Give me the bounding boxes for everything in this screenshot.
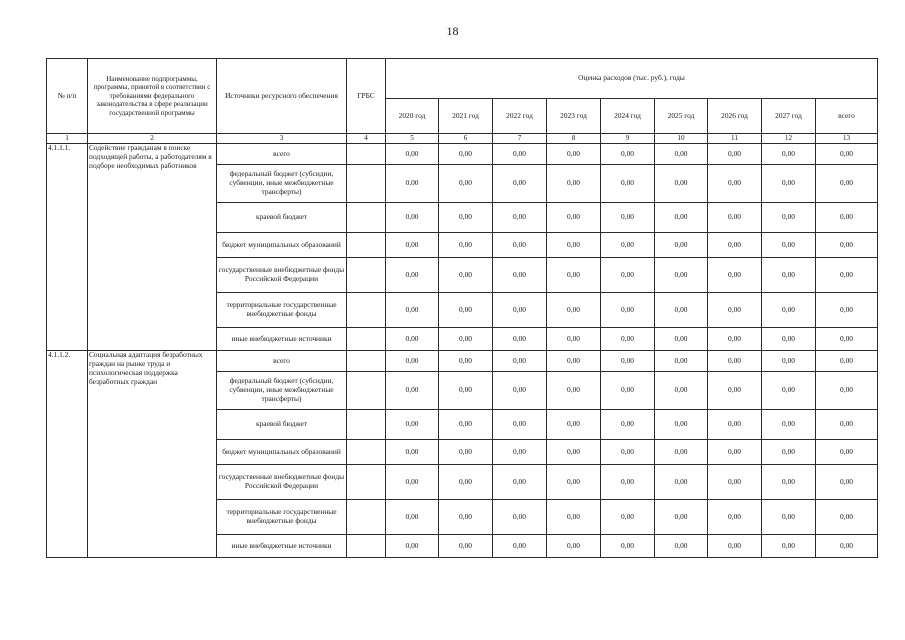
header-year: 2020 год	[386, 99, 439, 134]
year-value-cell: 0,00	[493, 500, 547, 535]
year-value-cell: 0,00	[655, 258, 708, 293]
year-value-cell: 0,00	[762, 440, 816, 465]
year-value-cell: 0,00	[386, 165, 439, 203]
column-index: 2	[88, 134, 217, 144]
year-value-cell: 0,00	[493, 328, 547, 351]
year-value-cell: 0,00	[762, 233, 816, 258]
total-value-cell: 0,00	[816, 465, 878, 500]
funding-source: иные внебюджетные источники	[217, 535, 347, 558]
column-index: 8	[547, 134, 601, 144]
funding-source: бюджет муниципальных образований	[217, 440, 347, 465]
column-index-row	[47, 134, 878, 144]
grbs-cell	[347, 258, 386, 293]
year-value-cell: 0,00	[386, 440, 439, 465]
year-value-cell: 0,00	[547, 500, 601, 535]
year-value-cell: 0,00	[601, 440, 655, 465]
year-value-cell: 0,00	[601, 328, 655, 351]
total-value-cell: 0,00	[816, 165, 878, 203]
year-value-cell: 0,00	[439, 410, 493, 440]
total-value-cell: 0,00	[816, 203, 878, 233]
year-value-cell: 0,00	[655, 500, 708, 535]
header-total: всего	[816, 99, 878, 134]
year-value-cell: 0,00	[493, 233, 547, 258]
year-value-cell: 0,00	[655, 203, 708, 233]
column-index: 10	[655, 134, 708, 144]
year-value-cell: 0,00	[708, 293, 762, 328]
year-value-cell: 0,00	[708, 465, 762, 500]
year-value-cell: 0,00	[708, 372, 762, 410]
total-value-cell: 0,00	[816, 440, 878, 465]
year-value-cell: 0,00	[655, 165, 708, 203]
year-value-cell: 0,00	[386, 258, 439, 293]
column-index: 11	[708, 134, 762, 144]
year-value-cell: 0,00	[386, 233, 439, 258]
grbs-cell	[347, 203, 386, 233]
column-index: 5	[386, 134, 439, 144]
year-value-cell: 0,00	[493, 535, 547, 558]
year-value-cell: 0,00	[493, 440, 547, 465]
year-value-cell: 0,00	[439, 372, 493, 410]
year-value-cell: 0,00	[762, 328, 816, 351]
year-value-cell: 0,00	[708, 165, 762, 203]
year-value-cell: 0,00	[386, 535, 439, 558]
funding-source: всего	[217, 144, 347, 165]
year-value-cell: 0,00	[493, 258, 547, 293]
year-value-cell: 0,00	[386, 465, 439, 500]
header-year: 2026 год	[708, 99, 762, 134]
year-value-cell: 0,00	[601, 293, 655, 328]
year-value-cell: 0,00	[493, 465, 547, 500]
funding-source: территориальные государственные внебюджетные фонды	[217, 293, 347, 328]
year-value-cell: 0,00	[386, 144, 439, 165]
year-value-cell: 0,00	[708, 351, 762, 372]
year-value-cell: 0,00	[708, 144, 762, 165]
year-value-cell: 0,00	[493, 293, 547, 328]
year-value-cell: 0,00	[762, 165, 816, 203]
year-value-cell: 0,00	[601, 258, 655, 293]
grbs-cell	[347, 500, 386, 535]
column-index: 12	[762, 134, 816, 144]
year-value-cell: 0,00	[493, 203, 547, 233]
year-value-cell: 0,00	[547, 165, 601, 203]
column-index: 13	[816, 134, 878, 144]
total-value-cell: 0,00	[816, 535, 878, 558]
funding-source: иные внебюджетные источники	[217, 328, 347, 351]
year-value-cell: 0,00	[762, 144, 816, 165]
grbs-cell	[347, 233, 386, 258]
year-value-cell: 0,00	[547, 351, 601, 372]
header-year: 2022 год	[493, 99, 547, 134]
year-value-cell: 0,00	[762, 465, 816, 500]
grbs-cell	[347, 165, 386, 203]
funding-source: краевой бюджет	[217, 410, 347, 440]
year-value-cell: 0,00	[547, 535, 601, 558]
year-value-cell: 0,00	[386, 328, 439, 351]
year-value-cell: 0,00	[439, 328, 493, 351]
year-value-cell: 0,00	[386, 372, 439, 410]
year-value-cell: 0,00	[439, 500, 493, 535]
year-value-cell: 0,00	[762, 351, 816, 372]
funding-source: бюджет муниципальных образований	[217, 233, 347, 258]
year-value-cell: 0,00	[655, 410, 708, 440]
column-index: 1	[47, 134, 88, 144]
year-value-cell: 0,00	[601, 144, 655, 165]
year-value-cell: 0,00	[493, 410, 547, 440]
year-value-cell: 0,00	[762, 410, 816, 440]
year-value-cell: 0,00	[708, 233, 762, 258]
year-value-cell: 0,00	[547, 233, 601, 258]
year-value-cell: 0,00	[762, 535, 816, 558]
grbs-cell	[347, 440, 386, 465]
header-grbs: ГРБС	[347, 59, 386, 134]
funding-source: территориальные государственные внебюджетные фонды	[217, 500, 347, 535]
year-value-cell: 0,00	[708, 440, 762, 465]
year-value-cell: 0,00	[601, 372, 655, 410]
section-name: Содействие гражданам в поиске подходящей работы, а работодателям в подборе необходимых работников	[88, 144, 217, 351]
year-value-cell: 0,00	[439, 144, 493, 165]
header-estimate: Оценка расходов (тыс. руб.), годы	[386, 59, 878, 99]
column-index: 4	[347, 134, 386, 144]
total-value-cell: 0,00	[816, 351, 878, 372]
year-value-cell: 0,00	[708, 328, 762, 351]
column-index: 3	[217, 134, 347, 144]
funding-source: государственные внебюджетные фонды Российской Федерации	[217, 258, 347, 293]
year-value-cell: 0,00	[762, 203, 816, 233]
year-value-cell: 0,00	[655, 293, 708, 328]
year-value-cell: 0,00	[708, 535, 762, 558]
year-value-cell: 0,00	[386, 500, 439, 535]
header-year: 2021 год	[439, 99, 493, 134]
total-value-cell: 0,00	[816, 258, 878, 293]
funding-source: краевой бюджет	[217, 203, 347, 233]
section-number: 4.1.1.2.	[47, 351, 88, 558]
year-value-cell: 0,00	[762, 293, 816, 328]
total-value-cell: 0,00	[816, 372, 878, 410]
year-value-cell: 0,00	[601, 535, 655, 558]
funding-source: всего	[217, 351, 347, 372]
column-index: 7	[493, 134, 547, 144]
total-value-cell: 0,00	[816, 293, 878, 328]
year-value-cell: 0,00	[708, 258, 762, 293]
header-year: 2025 год	[655, 99, 708, 134]
year-value-cell: 0,00	[493, 165, 547, 203]
year-value-cell: 0,00	[655, 328, 708, 351]
section-number: 4.1.1.1.	[47, 144, 88, 351]
grbs-cell	[347, 535, 386, 558]
year-value-cell: 0,00	[547, 203, 601, 233]
funding-source: федеральный бюджет (субсидии, субвенции, иные межбюджетные трансферты)	[217, 165, 347, 203]
year-value-cell: 0,00	[762, 258, 816, 293]
grbs-cell	[347, 410, 386, 440]
year-value-cell: 0,00	[655, 372, 708, 410]
grbs-cell	[347, 351, 386, 372]
section-name: Социальная адаптация безработных граждан на рынке труда и психологическая поддержка безработных граждан	[88, 351, 217, 558]
year-value-cell: 0,00	[547, 465, 601, 500]
header-name: Наименование подпрограммы, программы, принятой в соответствии с требованиями федерального законодательства в сфере реализации государственной программы	[88, 59, 217, 134]
year-value-cell: 0,00	[439, 535, 493, 558]
header-year: 2024 год	[601, 99, 655, 134]
grbs-cell	[347, 328, 386, 351]
year-value-cell: 0,00	[708, 203, 762, 233]
grbs-cell	[347, 293, 386, 328]
year-value-cell: 0,00	[655, 144, 708, 165]
total-value-cell: 0,00	[816, 233, 878, 258]
year-value-cell: 0,00	[547, 144, 601, 165]
year-value-cell: 0,00	[655, 465, 708, 500]
page-number: 18	[446, 24, 459, 38]
funding-source: государственные внебюджетные фонды Российской Федерации	[217, 465, 347, 500]
year-value-cell: 0,00	[762, 372, 816, 410]
total-value-cell: 0,00	[816, 144, 878, 165]
year-value-cell: 0,00	[493, 351, 547, 372]
year-value-cell: 0,00	[493, 372, 547, 410]
total-value-cell: 0,00	[816, 410, 878, 440]
year-value-cell: 0,00	[439, 258, 493, 293]
year-value-cell: 0,00	[493, 144, 547, 165]
grbs-cell	[347, 372, 386, 410]
year-value-cell: 0,00	[439, 203, 493, 233]
year-value-cell: 0,00	[601, 233, 655, 258]
year-value-cell: 0,00	[547, 293, 601, 328]
year-value-cell: 0,00	[708, 410, 762, 440]
table-row	[47, 351, 878, 372]
header-year: 2023 год	[547, 99, 601, 134]
table-row	[47, 144, 878, 165]
year-value-cell: 0,00	[655, 535, 708, 558]
year-value-cell: 0,00	[547, 258, 601, 293]
year-value-cell: 0,00	[655, 440, 708, 465]
year-value-cell: 0,00	[708, 500, 762, 535]
year-value-cell: 0,00	[655, 351, 708, 372]
year-value-cell: 0,00	[439, 351, 493, 372]
column-index: 6	[439, 134, 493, 144]
header-sources: Источники ресурсного обеспечения	[217, 59, 347, 134]
year-value-cell: 0,00	[601, 165, 655, 203]
header-num: № п/п	[47, 59, 88, 134]
year-value-cell: 0,00	[386, 410, 439, 440]
year-value-cell: 0,00	[386, 351, 439, 372]
year-value-cell: 0,00	[655, 233, 708, 258]
year-value-cell: 0,00	[439, 440, 493, 465]
year-value-cell: 0,00	[386, 293, 439, 328]
total-value-cell: 0,00	[816, 500, 878, 535]
year-value-cell: 0,00	[439, 165, 493, 203]
year-value-cell: 0,00	[439, 293, 493, 328]
year-value-cell: 0,00	[386, 203, 439, 233]
year-value-cell: 0,00	[547, 372, 601, 410]
year-value-cell: 0,00	[762, 500, 816, 535]
year-value-cell: 0,00	[601, 351, 655, 372]
year-value-cell: 0,00	[601, 410, 655, 440]
funding-source: федеральный бюджет (субсидии, субвенции, иные межбюджетные трансферты)	[217, 372, 347, 410]
year-value-cell: 0,00	[547, 410, 601, 440]
grbs-cell	[347, 144, 386, 165]
year-value-cell: 0,00	[439, 465, 493, 500]
year-value-cell: 0,00	[601, 203, 655, 233]
column-index: 9	[601, 134, 655, 144]
header-year: 2027 год	[762, 99, 816, 134]
year-value-cell: 0,00	[601, 465, 655, 500]
year-value-cell: 0,00	[547, 328, 601, 351]
grbs-cell	[347, 465, 386, 500]
total-value-cell: 0,00	[816, 328, 878, 351]
year-value-cell: 0,00	[601, 500, 655, 535]
year-value-cell: 0,00	[547, 440, 601, 465]
year-value-cell: 0,00	[439, 233, 493, 258]
budget-table	[46, 58, 878, 558]
